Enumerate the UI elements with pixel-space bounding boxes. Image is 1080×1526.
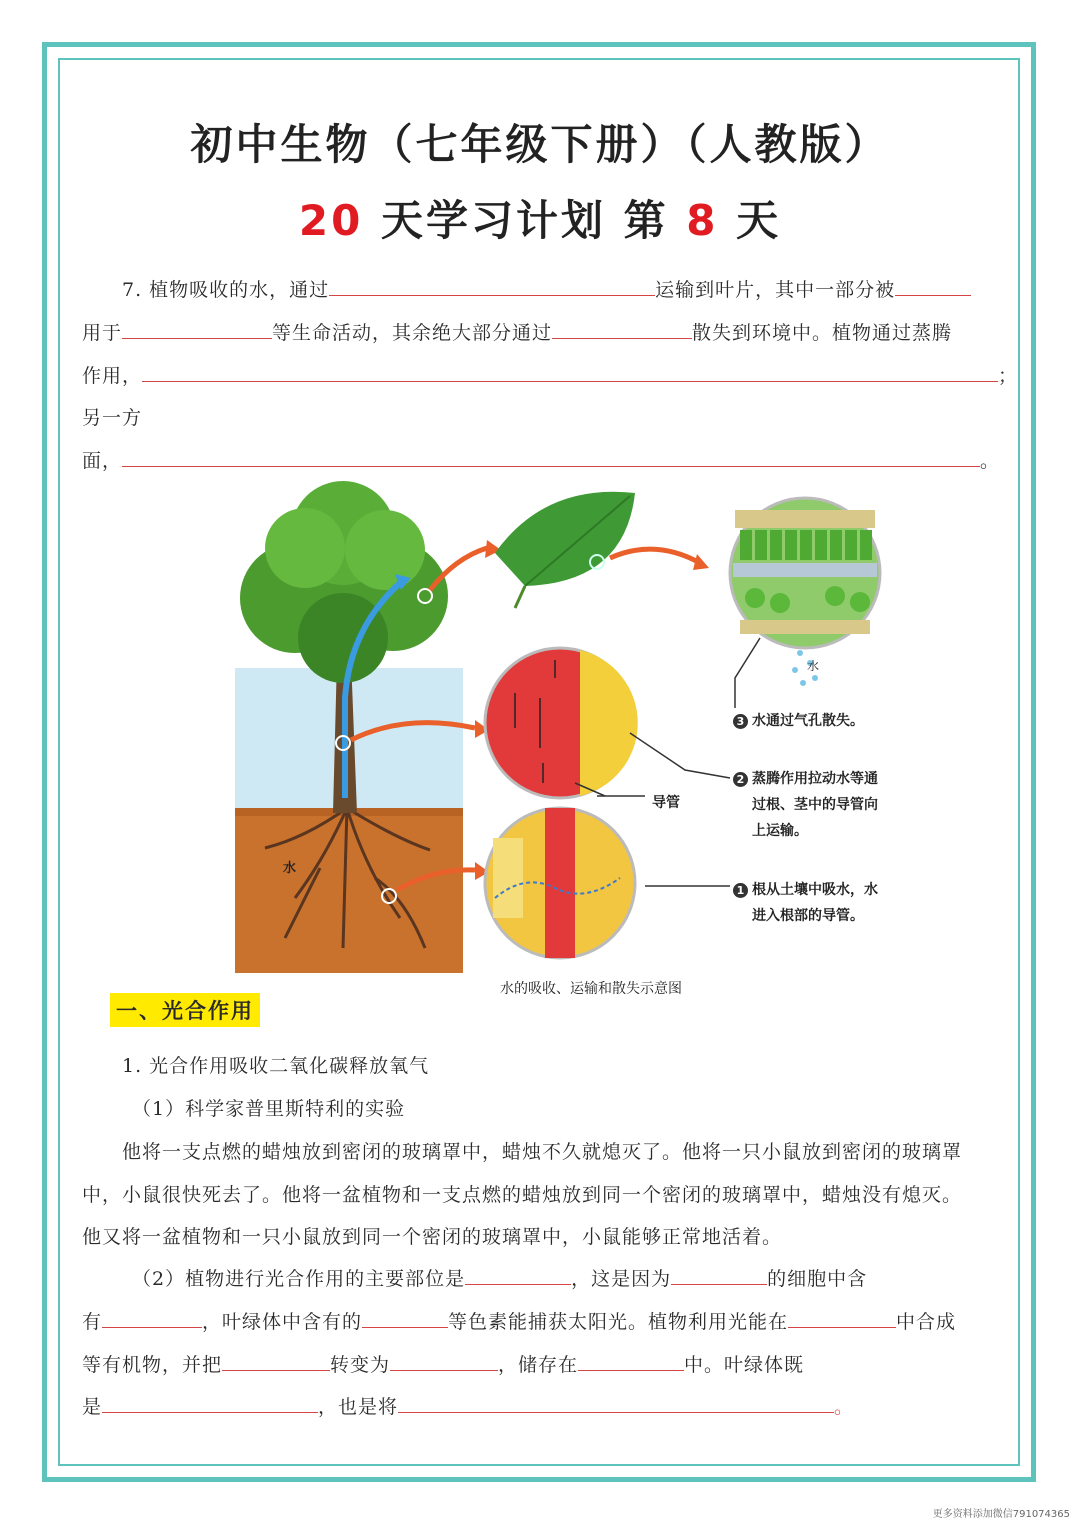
figure-caption: 水的吸收、运输和散失示意图 bbox=[500, 981, 682, 997]
note-1: 1 根从土壤中吸水，水 进入根部的导管。 bbox=[733, 877, 878, 929]
q7-line1: 7. 植物吸收的水，通过 运输到叶片，其中一部分被 bbox=[122, 275, 971, 302]
blank[interactable] bbox=[552, 320, 692, 339]
blank[interactable] bbox=[895, 277, 971, 296]
q2-line2: 有 ，叶绿体中含有的 等色素能捕获太阳光。植物利用光能在 中合成 bbox=[82, 1311, 957, 1333]
blank[interactable] bbox=[102, 1394, 318, 1413]
blank[interactable] bbox=[398, 1394, 834, 1413]
q7-line4: 另一方 bbox=[82, 407, 143, 429]
blank[interactable] bbox=[102, 1309, 202, 1328]
stem-cross-section bbox=[485, 648, 638, 798]
footer-note: 更多资料添加微信791074365 bbox=[932, 1509, 1070, 1520]
day-number: 8 bbox=[686, 196, 719, 245]
paragraph-line1: 他将一支点燃的蜡烛放到密闭的玻璃罩中，蜡烛不久就熄灭了。他将一只小鼠放到密闭的玻璃罩 bbox=[122, 1141, 963, 1163]
leaf-cross-section bbox=[730, 498, 880, 648]
blank[interactable] bbox=[465, 1266, 571, 1285]
section-heading: 一、光合作用 bbox=[110, 993, 260, 1027]
q7-line5: 面， 。 bbox=[82, 450, 1001, 472]
s1-subtitle: （1）科学家普里斯特利的实验 bbox=[132, 1098, 406, 1120]
q2-line3: 等有机物，并把 转变为 ，储存在 中。叶绿体既 bbox=[82, 1354, 805, 1376]
soil-water-label: 水 bbox=[283, 861, 297, 876]
blank[interactable] bbox=[578, 1352, 684, 1371]
paragraph-line2: 中，小鼠很快死去了。他将一盆植物和一支点燃的蜡烛放到同一个密闭的玻璃罩中，蜡烛没有熄灭。 bbox=[82, 1184, 963, 1206]
blank[interactable] bbox=[788, 1309, 896, 1328]
blank[interactable] bbox=[329, 277, 655, 296]
q7-line3: 作用， ； bbox=[82, 365, 1019, 387]
q2-line4: 是 ，也是将 。 bbox=[82, 1396, 855, 1418]
water-small-label: 水 bbox=[807, 659, 820, 673]
soil bbox=[235, 808, 463, 973]
page-subtitle bbox=[0, 188, 1080, 248]
blank[interactable] bbox=[362, 1309, 448, 1328]
page-title: 初中生物（七年级下册）（人教版） bbox=[190, 120, 890, 169]
blank[interactable] bbox=[122, 320, 272, 339]
blank[interactable] bbox=[142, 363, 998, 382]
q2-line1: （2）植物进行光合作用的主要部位是 ，这是因为 的细胞中含 bbox=[132, 1268, 868, 1290]
blank[interactable] bbox=[671, 1266, 767, 1285]
q7-line2: 用于 等生命活动，其余绝大部分通过 散失到环境中。植物通过蒸腾 bbox=[82, 322, 953, 344]
blank[interactable] bbox=[122, 448, 980, 467]
day-suffix: 天 bbox=[718, 196, 782, 245]
s1-title: 1. 光合作用吸收二氧化碳释放氧气 bbox=[122, 1055, 430, 1077]
note-3: 3 水通过气孔散失。 bbox=[733, 710, 864, 730]
tree-canopy bbox=[240, 481, 448, 683]
root-cross-section bbox=[485, 808, 635, 958]
plan-days-number: 20 bbox=[298, 196, 364, 245]
leaf bbox=[495, 492, 635, 608]
paragraph-line3: 他又将一盆植物和一只小鼠放到同一个密闭的玻璃罩中，小鼠能够正常地活着。 bbox=[82, 1226, 783, 1248]
blank[interactable] bbox=[390, 1352, 498, 1371]
plan-text: 天学习计划 第 bbox=[363, 196, 687, 245]
note-2: 2 蒸腾作用拉动水等通 过根、茎中的导管向 上运输。 bbox=[733, 766, 878, 844]
vessel-label: 导管 bbox=[652, 795, 680, 811]
blank[interactable] bbox=[222, 1352, 330, 1371]
